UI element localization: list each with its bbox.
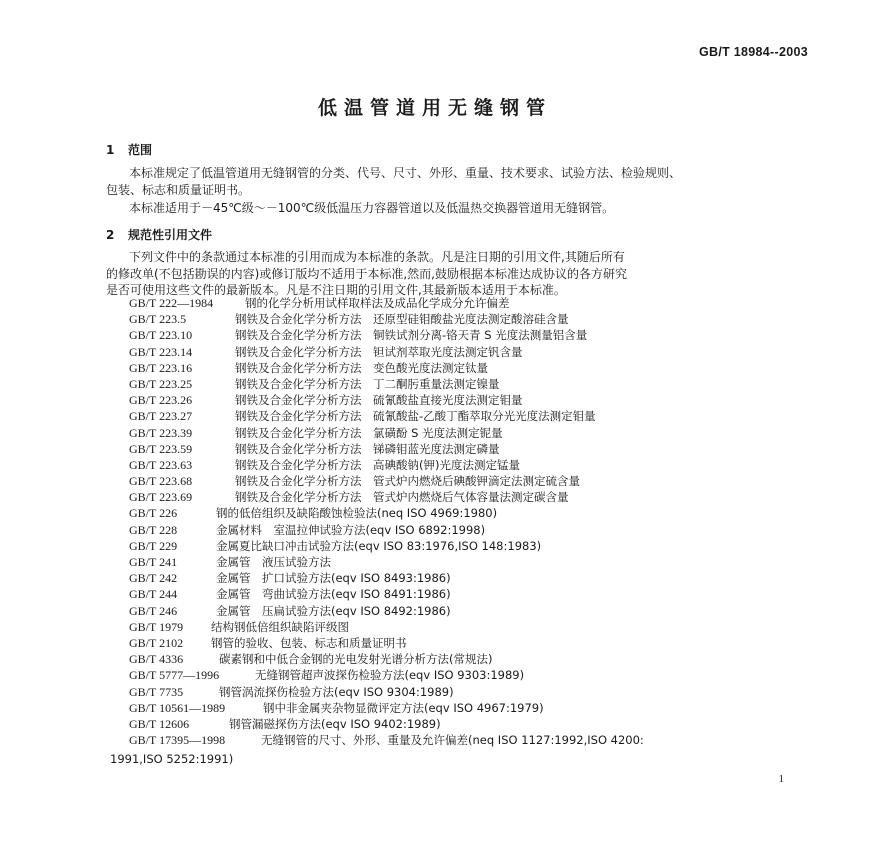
- reference-item: [129, 489, 644, 505]
- reference-title: 钢铁及合金化学分析方法 还原型硅钼酸盐光度法测定酸溶硅含量: [235, 312, 569, 327]
- reference-item: [129, 327, 644, 343]
- section-title: 范围: [128, 143, 153, 157]
- references-intro-line: 下列文件中的条款通过本标准的引用而成为本标准的条款。凡是注日期的引用文件,其随后所有: [129, 250, 625, 264]
- reference-item: [129, 684, 644, 700]
- reference-code: GB/T 246: [129, 603, 178, 618]
- reference-title: 金属管 弯曲试验方法(eqv ISO 8491:1986): [216, 587, 451, 602]
- reference-title: 钢的化学分析用试样取样法及成品化学成分允许偏差: [245, 296, 510, 310]
- reference-item: [129, 603, 644, 619]
- reference-code: GB/T 10561—1989: [129, 700, 226, 715]
- reference-item: [129, 538, 644, 554]
- reference-code: GB/T 229: [129, 538, 178, 553]
- reference-code: GB/T 223.5: [129, 312, 187, 327]
- reference-code: GB/T 223.69: [129, 490, 193, 505]
- reference-title: 钢铁及合金化学分析方法 氯磺酚 S 光度法测定铌量: [235, 425, 503, 440]
- reference-item: [129, 635, 644, 651]
- reference-item: [129, 457, 644, 473]
- reference-code: GB/T 4336: [129, 652, 184, 667]
- reference-code: GB/T 7735: [129, 684, 184, 699]
- reference-title: 钢铁及合金化学分析方法 钽试剂萃取光度法测定钒含量: [235, 344, 523, 359]
- references-intro-line: 的修改单(不包括勘误的内容)或修订版均不适用于本标准,然而,鼓励根据本标准达成协议的各方研究: [106, 267, 627, 281]
- reference-title: 钢铁及合金化学分析方法 铜铁试剂分离-铬天青 S 光度法测量铝含量: [235, 328, 588, 343]
- reference-code: GB/T 244: [129, 587, 178, 602]
- reference-title: 钢铁及合金化学分析方法 丁二酮肟重量法测定镍量: [235, 376, 500, 391]
- reference-code: GB/T 17395—1998: [129, 733, 226, 748]
- reference-title: 钢铁及合金化学分析方法 高碘酸钠(钾)光度法测定锰量: [235, 457, 520, 472]
- reference-title: 结构钢低倍组织缺陷评级图: [211, 619, 349, 634]
- reference-item: [129, 619, 644, 635]
- reference-item: [129, 522, 644, 538]
- scope-paragraph-line: 包装、标志和质量证明书。: [106, 183, 251, 197]
- reference-code: GB/T 1979: [129, 619, 184, 634]
- reference-title: 碳素钢和中低合金钢的光电发射光谱分析方法(常规法): [219, 652, 493, 667]
- reference-item: [129, 392, 644, 408]
- reference-title: 金属管 液压试验方法: [216, 555, 331, 569]
- section-title: 规范性引用文件: [128, 228, 213, 242]
- reference-code: GB/T 5777—1996: [129, 668, 220, 683]
- reference-item: [129, 425, 644, 441]
- reference-item: [129, 360, 644, 376]
- reference-code: GB/T 2102: [129, 635, 184, 650]
- reference-code: GB/T 241: [129, 555, 178, 569]
- section-number: 2: [106, 228, 115, 242]
- reference-title: 钢铁及合金化学分析方法 硫氰酸盐直接光度法测定钼量: [235, 393, 523, 408]
- reference-item: [129, 570, 644, 586]
- reference-code: GB/T 223.39: [129, 425, 193, 440]
- reference-list: [129, 295, 644, 748]
- reference-title: 钢铁及合金化学分析方法 变色酸光度法测定钛量: [235, 360, 488, 375]
- reference-continuation: 1991,ISO 5252:1991): [110, 752, 234, 766]
- reference-code: GB/T 223.68: [129, 474, 193, 489]
- reference-title: 钢铁及合金化学分析方法 管式炉内燃烧后碘酸钾滴定法测定硫含量: [235, 474, 580, 489]
- page-number: 1: [778, 773, 784, 785]
- reference-item: [129, 311, 644, 327]
- reference-item: [129, 344, 644, 360]
- reference-code: GB/T 223.16: [129, 360, 193, 375]
- reference-code: GB/T 223.14: [129, 344, 193, 359]
- reference-code: GB/T 223.59: [129, 441, 193, 456]
- reference-item: [129, 376, 644, 392]
- reference-item: [129, 408, 644, 424]
- reference-title: 钢铁及合金化学分析方法 锑磷钼蓝光度法测定磷量: [235, 441, 500, 456]
- scope-paragraph-line: 本标准规定了低温管道用无缝钢管的分类、代号、尺寸、外形、重量、技术要求、试验方法、检验规则、: [129, 166, 682, 180]
- reference-code: GB/T 242: [129, 571, 178, 586]
- references-intro-line: 是否可使用这些文件的最新版本。凡是不注日期的引用文件,其最新版本适用于本标准。: [106, 283, 566, 297]
- reference-title: 金属管 压扁试验方法(eqv ISO 8492:1986): [216, 603, 451, 618]
- reference-title: 金属管 扩口试验方法(eqv ISO 8493:1986): [216, 571, 451, 586]
- section-heading-normative-references: [106, 226, 212, 243]
- document-title: 低温管道用无缝钢管: [317, 97, 552, 119]
- reference-code: GB/T 228: [129, 522, 178, 537]
- reference-item: [129, 505, 644, 521]
- reference-item: [129, 732, 644, 748]
- reference-title: 钢管的验收、包装、标志和质量证明书: [211, 635, 407, 650]
- reference-item: [129, 700, 644, 716]
- reference-title: 钢管涡流探伤检验方法(eqv ISO 9304:1989): [219, 684, 454, 699]
- reference-item: [129, 554, 644, 570]
- reference-item: [129, 473, 644, 489]
- reference-title: 金属材料 室温拉伸试验方法(eqv ISO 6892:1998): [216, 522, 486, 537]
- reference-title: 钢铁及合金化学分析方法 硫氰酸盐-乙酸丁酯萃取分光光度法测定钼量: [235, 409, 596, 424]
- reference-item: [129, 716, 644, 732]
- section-heading-scope: [106, 141, 152, 158]
- reference-code: GB/T 223.26: [129, 393, 193, 408]
- reference-item: [129, 295, 644, 311]
- reference-item: [129, 586, 644, 602]
- reference-code: GB/T 223.10: [129, 328, 193, 343]
- reference-title: 无缝钢管的尺寸、外形、重量及允许偏差(neq ISO 1127:1992,ISO 4200:: [261, 733, 644, 748]
- reference-title: 金属夏比缺口冲击试验方法(eqv ISO 83:1976,ISO 148:1983): [216, 538, 542, 553]
- reference-title: 无缝钢管超声波探伤检验方法(eqv ISO 9303:1989): [255, 668, 525, 683]
- reference-item: [129, 667, 644, 683]
- reference-title: 钢铁及合金化学分析方法 管式炉内燃烧后气体容量法测定碳含量: [235, 490, 569, 505]
- standard-code: GB/T 18984--2003: [698, 45, 808, 59]
- reference-code: GB/T 223.25: [129, 376, 193, 391]
- reference-code: GB/T 222—1984: [129, 296, 214, 310]
- reference-item: [129, 441, 644, 457]
- reference-code: GB/T 226: [129, 506, 178, 521]
- reference-item: [129, 651, 644, 667]
- section-number: 1: [106, 143, 115, 157]
- reference-title: 钢的低倍组织及缺陷酸蚀检验法(neq ISO 4969:1980): [216, 506, 498, 521]
- reference-code: GB/T 223.63: [129, 457, 193, 472]
- scope-paragraph-line: 本标准适用于－45℃级～－100℃级低温压力容器管道以及低温热交换器管道用无缝钢管。: [129, 201, 615, 215]
- reference-title: 钢管漏磁探伤方法(eqv ISO 9402:1989): [229, 716, 441, 731]
- reference-title: 钢中非金属夹杂物显微评定方法(eqv ISO 4967:1979): [263, 700, 544, 715]
- reference-code: GB/T 12606: [129, 716, 190, 731]
- reference-code: GB/T 223.27: [129, 409, 193, 424]
